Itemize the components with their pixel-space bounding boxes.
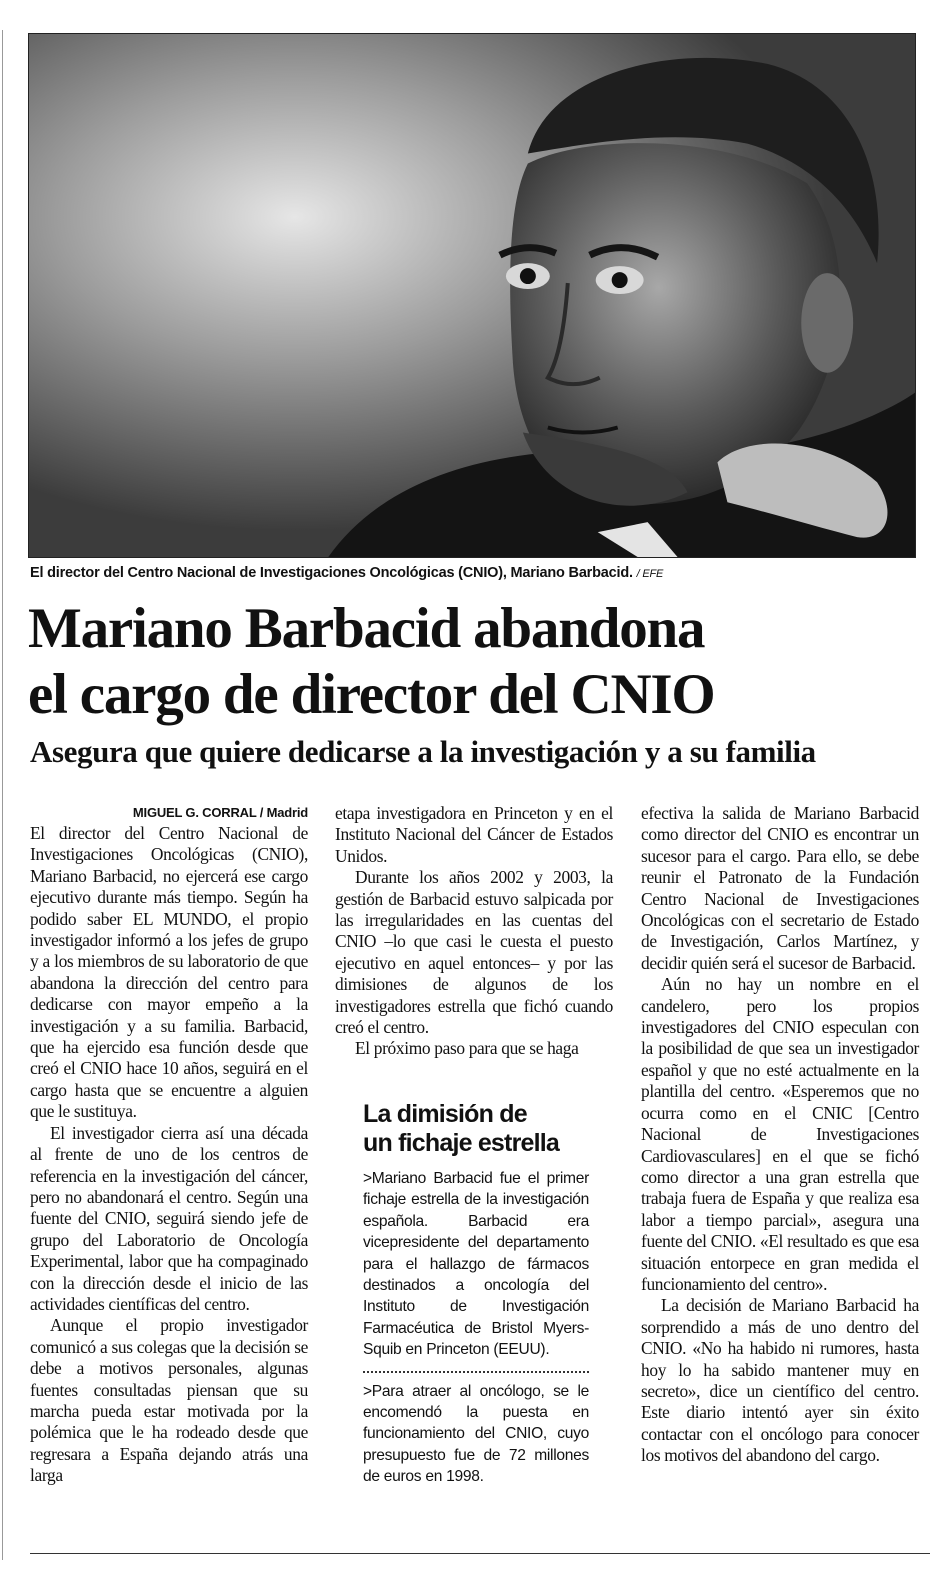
sidebar-box — [363, 1100, 589, 1488]
headline-line-2: el cargo de director del CNIO — [28, 663, 715, 726]
paragraph: El director del Centro Nacional de Investigaciones Oncológicas (CNIO), Mariano Barbacid, no ejercerá ese cargo ejecutivo durante más tiempo. Según ha podido saber EL MUNDO, el propio investigador informó a los jefes de grupo y a los miembros de su laboratorio de que abandona la dirección del centro para dedicarse con mayor empeño a la investigación y a su familia. Barbacid, que ha ejercido esa función desde que creó el CNIO hace 10 años, seguirá en el cargo hasta que se encuentre a alguien que le sustituya. — [30, 823, 308, 1122]
paragraph: La decisión de Mariano Barbacid ha sorprendido a más de uno dentro del CNIO. «No ha habido ni rumores, hasta hoy lo ha sabido mantener muy en secreto», dice un científico del centro. Este diario intentó ayer sin éxito contactar con el oncólogo para conocer los motivos del abandono del cargo. — [641, 1295, 919, 1466]
sidebar-title-line-1: La dimisión de — [363, 1100, 527, 1128]
dotted-divider — [363, 1371, 589, 1373]
paragraph: El investigador cierra así una década al frente de uno de los centros de referencia en la investigación del cáncer, pero no abandonará el centro. Según una fuente del CNIO, seguirá siendo jefe de grupo del Laboratorio de Oncología Experimental, labor que ha compaginado con la dirección desde el inicio de las actividades científicas del centro. — [30, 1122, 308, 1314]
headline-line-1: Mariano Barbacid abandona — [28, 597, 705, 660]
sidebar-item: >Para atraer al oncólogo, se le encomendó la puesta en funcionamiento del CNIO, cuyo presupuesto fue de 72 millones de euros en 1998. — [363, 1382, 589, 1486]
paragraph: Aunque el propio investigador comunicó a sus colegas que la decisión se debe a motivos personales, algunas fuentes consultadas piensan que su marcha pueda estar motivada por la polémica que le ha rodeado desde que regresara a España dejando atrás una larga — [30, 1315, 308, 1486]
paragraph: El próximo paso para que se haga — [355, 1038, 579, 1059]
bottom-rule — [30, 1553, 930, 1554]
paragraph: etapa investigadora en Princeton y en el Instituto Nacional del Cáncer de Estados Unidos. — [335, 803, 613, 866]
headline — [28, 596, 928, 728]
page-edge-rule — [2, 30, 3, 1560]
paragraph: efectiva la salida de Mariano Barbacid como director del CNIO es encontrar un sucesor para el cargo. Para ello, se debe reunir el Patronato de la Fundación Centro Nacional de Investigaciones Oncológicas con el secretario de Estado de Investigación, Carlos Martínez, y decidir quién será el sucesor de Barbacid. — [641, 803, 919, 973]
column-2 — [335, 803, 613, 1060]
subheadline: Asegura que quiere dedicarse a la investigación y a su familia — [30, 734, 816, 769]
sidebar-item: >Mariano Barbacid fue el primer fichaje estrella de la investigación española. Barbacid era vicepresidente del departamento para el hallazgo de fármacos destinados a oncología del Instituto de Investigación Farmacéutica de Bristol Myers-Squib en Princeton (EEUU). — [363, 1170, 589, 1359]
column-1 — [30, 803, 308, 1487]
photo-caption — [30, 565, 920, 581]
byline: MIGUEL G. CORRAL / Madrid — [132, 805, 308, 820]
portrait-illustration — [29, 34, 915, 557]
sidebar-title — [363, 1100, 589, 1158]
column-3 — [641, 803, 919, 1467]
portrait-photo — [28, 33, 916, 558]
paragraph: Durante los años 2002 y 2003, la gestión de Barbacid estuvo salpicada por las irregularidades en las cuentas del CNIO –lo que casi le cuesta el puesto ejecutivo en aquel entonces– y por las dimisiones de algunos de los investigadores estrella que fichó cuando creó el centro. — [335, 867, 613, 1038]
paragraph: Aún no hay un nombre en el candelero, pero los propios investigadores del CNIO especulan con la posibilidad de que sea un investigador español y que no esté actualmente en la plantilla del centro. «Esperemos que no ocurra como en el CNIC [Centro Nacional de Investigaciones Cardiovasculares] en el que se fichó como director a una gran estrella que trabaja fuera de España y que realiza esa labor a tiempo parcial», asegura una fuente del CNIO. «El resultado es que esa situación entorpece en gran medida el funcionamiento del centro». — [641, 974, 919, 1294]
caption-text: El director del Centro Nacional de Investigaciones Oncológicas (CNIO), Mariano Barbacid. — [30, 565, 633, 581]
caption-credit: / EFE — [636, 568, 664, 580]
sidebar-title-line-2: un fichaje estrella — [363, 1129, 559, 1157]
